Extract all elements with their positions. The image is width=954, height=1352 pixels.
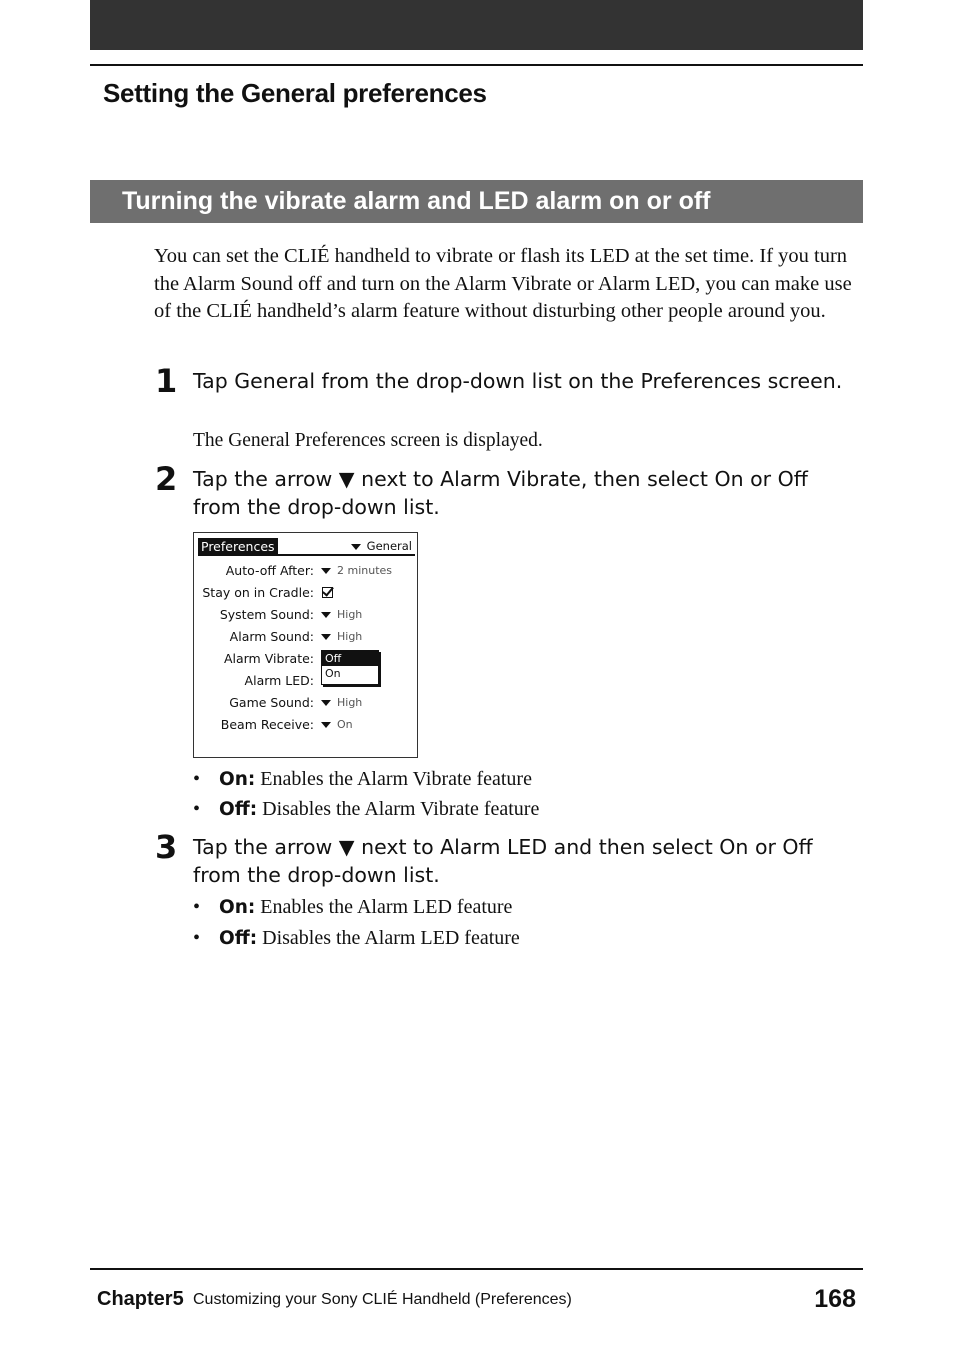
subheading-banner (90, 180, 863, 223)
pref-value-picker[interactable] (321, 562, 392, 580)
stay-on-checkbox[interactable] (322, 587, 333, 598)
bullet-label: Off: (219, 928, 258, 949)
bullet-dot: • (193, 927, 201, 949)
subheading-text: Turning the vibrate alarm and LED alarm on or off (122, 187, 711, 215)
dropdown-arrow-icon (351, 544, 361, 550)
bullet-dot: • (193, 896, 201, 918)
pref-row-beam-receive (194, 716, 417, 734)
pref-value: 2 minutes (337, 564, 393, 577)
bullet-text: Enables the Alarm Vibrate feature (260, 768, 532, 790)
pref-row-alarm-led (194, 672, 417, 690)
dropdown-arrow-icon (321, 612, 331, 618)
page-number: 168 (814, 1285, 856, 1313)
bullet-text: Disables the Alarm Vibrate feature (262, 798, 540, 820)
pref-label: Alarm Vibrate: (223, 651, 314, 666)
popup-option-off[interactable]: Off (322, 651, 378, 666)
pref-value-picker[interactable] (321, 694, 362, 712)
pref-row-stay-on-cradle (194, 584, 417, 602)
pref-value-picker[interactable] (321, 628, 362, 646)
pref-label: Alarm Sound: (229, 629, 314, 644)
category-label: General (366, 539, 412, 553)
bullet-text: Enables the Alarm LED feature (260, 896, 513, 918)
header-rule (90, 64, 863, 66)
title-underline (198, 554, 415, 556)
bullet-dot: • (193, 798, 201, 820)
step-number: 1 (155, 362, 178, 400)
step-number: 2 (155, 460, 178, 498)
step-note: The General Preferences screen is displayed. (193, 430, 543, 451)
pref-value: High (337, 608, 363, 621)
step-text: Tap the arrow ▼ next to Alarm LED and then select On or Off from the drop-down list. (193, 835, 813, 887)
pref-value-picker[interactable] (321, 606, 362, 624)
dropdown-arrow-icon (321, 634, 331, 640)
pref-label: Auto-off After: (225, 563, 314, 578)
step-number: 3 (155, 828, 178, 866)
pref-label: Stay on in Cradle: (202, 585, 314, 600)
category-picker[interactable] (351, 538, 412, 554)
footer-rule (90, 1268, 863, 1270)
pref-row-alarm-sound (194, 628, 417, 646)
dropdown-arrow-icon (321, 568, 331, 574)
bullet-dot: • (193, 768, 201, 790)
header-bar (90, 0, 863, 50)
footer-description: Customizing your Sony CLIÉ Handheld (Preferences) (193, 1291, 572, 1308)
pref-row-system-sound (194, 606, 417, 624)
dropdown-arrow-icon (321, 722, 331, 728)
intro-paragraph: You can set the CLIÉ handheld to vibrate or flash its LED at the set time. If you turn the Alarm Sound off and turn on the Alarm Vibrate or Alarm LED, you can make use of the CLIÉ handheld’s alarm feature without disturbing other people around you. (154, 245, 852, 322)
bullet-label: On: (219, 769, 256, 790)
pref-value: High (337, 630, 363, 643)
alarm-vibrate-popup (321, 650, 379, 685)
popup-option-on[interactable]: On (325, 667, 341, 680)
pref-row-auto-off (194, 562, 417, 580)
pref-row-alarm-vibrate (194, 650, 417, 668)
bullet-item (193, 894, 512, 921)
section-title: Setting the General preferences (103, 78, 487, 108)
bullet-item (193, 796, 539, 823)
footer-chapter: Chapter5 (97, 1288, 184, 1310)
preferences-title: Preferences (198, 538, 278, 555)
pref-label: Game Sound: (229, 695, 314, 710)
bullet-text: Disables the Alarm LED feature (262, 927, 520, 949)
bullet-item (193, 766, 532, 793)
bullet-label: Off: (219, 799, 258, 820)
pref-label: System Sound: (219, 607, 314, 622)
step-text: Tap the arrow ▼ next to Alarm Vibrate, then select On or Off from the drop-down list. (193, 467, 808, 519)
pref-label: Alarm LED: (244, 673, 314, 688)
pref-value-picker[interactable] (321, 716, 353, 734)
bullet-label: On: (219, 897, 256, 918)
pref-value: High (337, 696, 363, 709)
bullet-item (193, 925, 520, 952)
step-text: Tap General from the drop-down list on the Preferences screen. (193, 369, 843, 393)
pref-label: Beam Receive: (220, 717, 314, 732)
pref-row-game-sound (194, 694, 417, 712)
pref-value: On (337, 718, 353, 731)
preferences-screen (193, 532, 418, 758)
dropdown-arrow-icon (321, 700, 331, 706)
